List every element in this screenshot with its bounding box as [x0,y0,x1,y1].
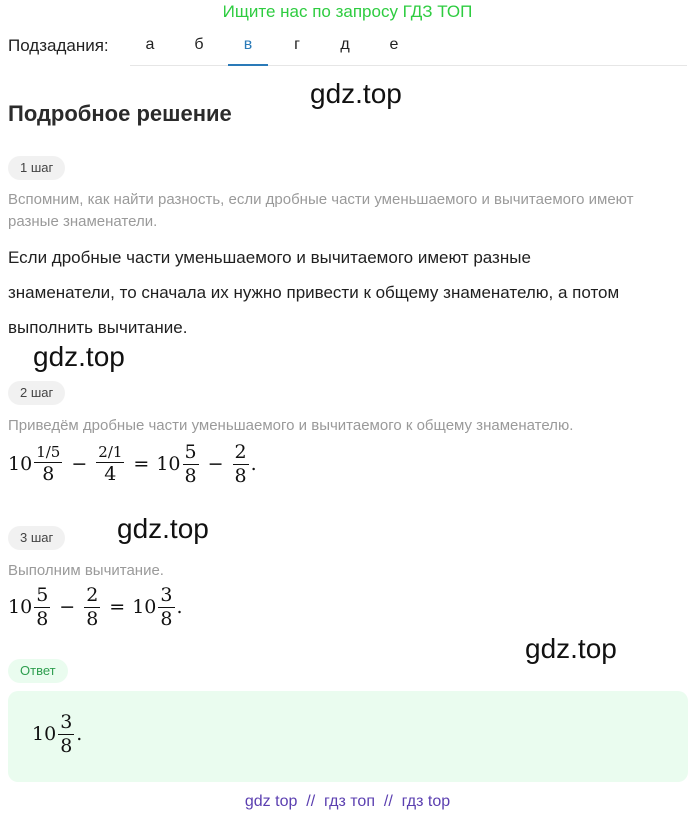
fraction-denominator: 8 [160,607,173,630]
whole-part: 10 [156,453,181,476]
fraction-numerator [34,444,62,463]
step-3-description: Выполним вычитание. [8,562,164,579]
subtasks-bar [0,28,695,68]
watermark: gdz.top [117,513,209,544]
period: . [176,596,183,619]
fraction-denominator: 8 [86,607,99,630]
step-1-badge: 1 шаг [8,156,65,180]
fraction [183,442,199,487]
answer-formula [32,712,82,757]
fraction [34,444,62,484]
step-2-formula [8,442,257,487]
period: . [76,723,83,746]
fraction [34,585,50,630]
nested-fraction: 2/1 [98,443,123,462]
step-3-formula [8,585,183,630]
tab-g[interactable]: г [294,36,300,53]
whole-part: 10 [132,596,157,619]
nested-numerator: 2 [98,443,108,462]
fraction [96,444,124,484]
step-1-line-1: Если дробные части уменьшаемого и вычитаемого имеют разные [8,248,531,267]
nested-fraction: 1/5 [36,443,61,462]
fraction-denominator: 8 [234,464,247,487]
whole-part: 10 [8,596,33,619]
answer-box [8,691,688,782]
whole-part: 10 [8,453,33,476]
tab-d[interactable]: д [340,36,350,53]
page-title: Подробное решение [8,101,232,126]
step-1-description: Вспомним, как найти разность, если дробные части уменьшаемого и вычитаемого имеют разные знаменатели. [8,191,634,230]
fraction-numerator: 5 [184,441,197,463]
fraction [158,585,174,630]
nested-numerator: 1 [36,443,46,462]
minus-sign: − [59,596,76,619]
equals-sign: = [109,596,126,619]
step-1-line-2: знаменатели, то сначала их нужно привести к общему знаменателю, а потом [8,283,620,302]
fraction-denominator: 8 [184,464,197,487]
fraction [58,712,74,757]
step-1-body [8,240,668,345]
nested-denominator: 1 [112,443,123,462]
watermark: gdz.top [33,341,125,372]
step-2-badge: 2 шаг [8,381,65,405]
fraction [84,585,100,630]
minus-sign: − [71,453,88,476]
fraction-numerator: 2 [86,584,99,606]
minus-sign: − [207,453,224,476]
watermark: gdz.top [310,78,402,109]
tab-a[interactable]: а [145,36,155,53]
answer-badge: Ответ [8,659,68,683]
search-banner: Ищите нас по запросу ГДЗ ТОП [222,2,473,21]
step-3-badge: 3 шаг [8,526,65,550]
fraction [233,442,249,487]
tab-v[interactable]: в [228,28,268,66]
whole-part: 10 [32,723,57,746]
nested-denominator: 5 [50,443,61,462]
step-2-description: Приведём дробные части уменьшаемого и вычитаемого к общему знаменателю. [8,417,574,434]
fraction-numerator: 3 [60,711,73,733]
fraction-denominator: 4 [104,462,117,485]
fraction-denominator: 8 [60,734,73,757]
fraction-numerator: 3 [160,584,173,606]
footer-links[interactable]: gdz top // гдз топ // гдз top [244,793,451,810]
watermark: gdz.top [525,633,617,664]
fraction-denominator: 8 [42,462,55,485]
fraction-denominator: 8 [36,607,49,630]
fraction-numerator: 2 [234,441,247,463]
step-1-line-3: выполнить вычитание. [8,318,188,337]
tab-b[interactable]: б [194,36,204,53]
period: . [250,453,257,476]
equals-sign: = [133,453,150,476]
fraction-numerator: 5 [36,584,49,606]
tab-e[interactable]: е [389,36,399,53]
subtasks-label: Подзадания: [8,36,109,55]
fraction-numerator [96,444,124,463]
